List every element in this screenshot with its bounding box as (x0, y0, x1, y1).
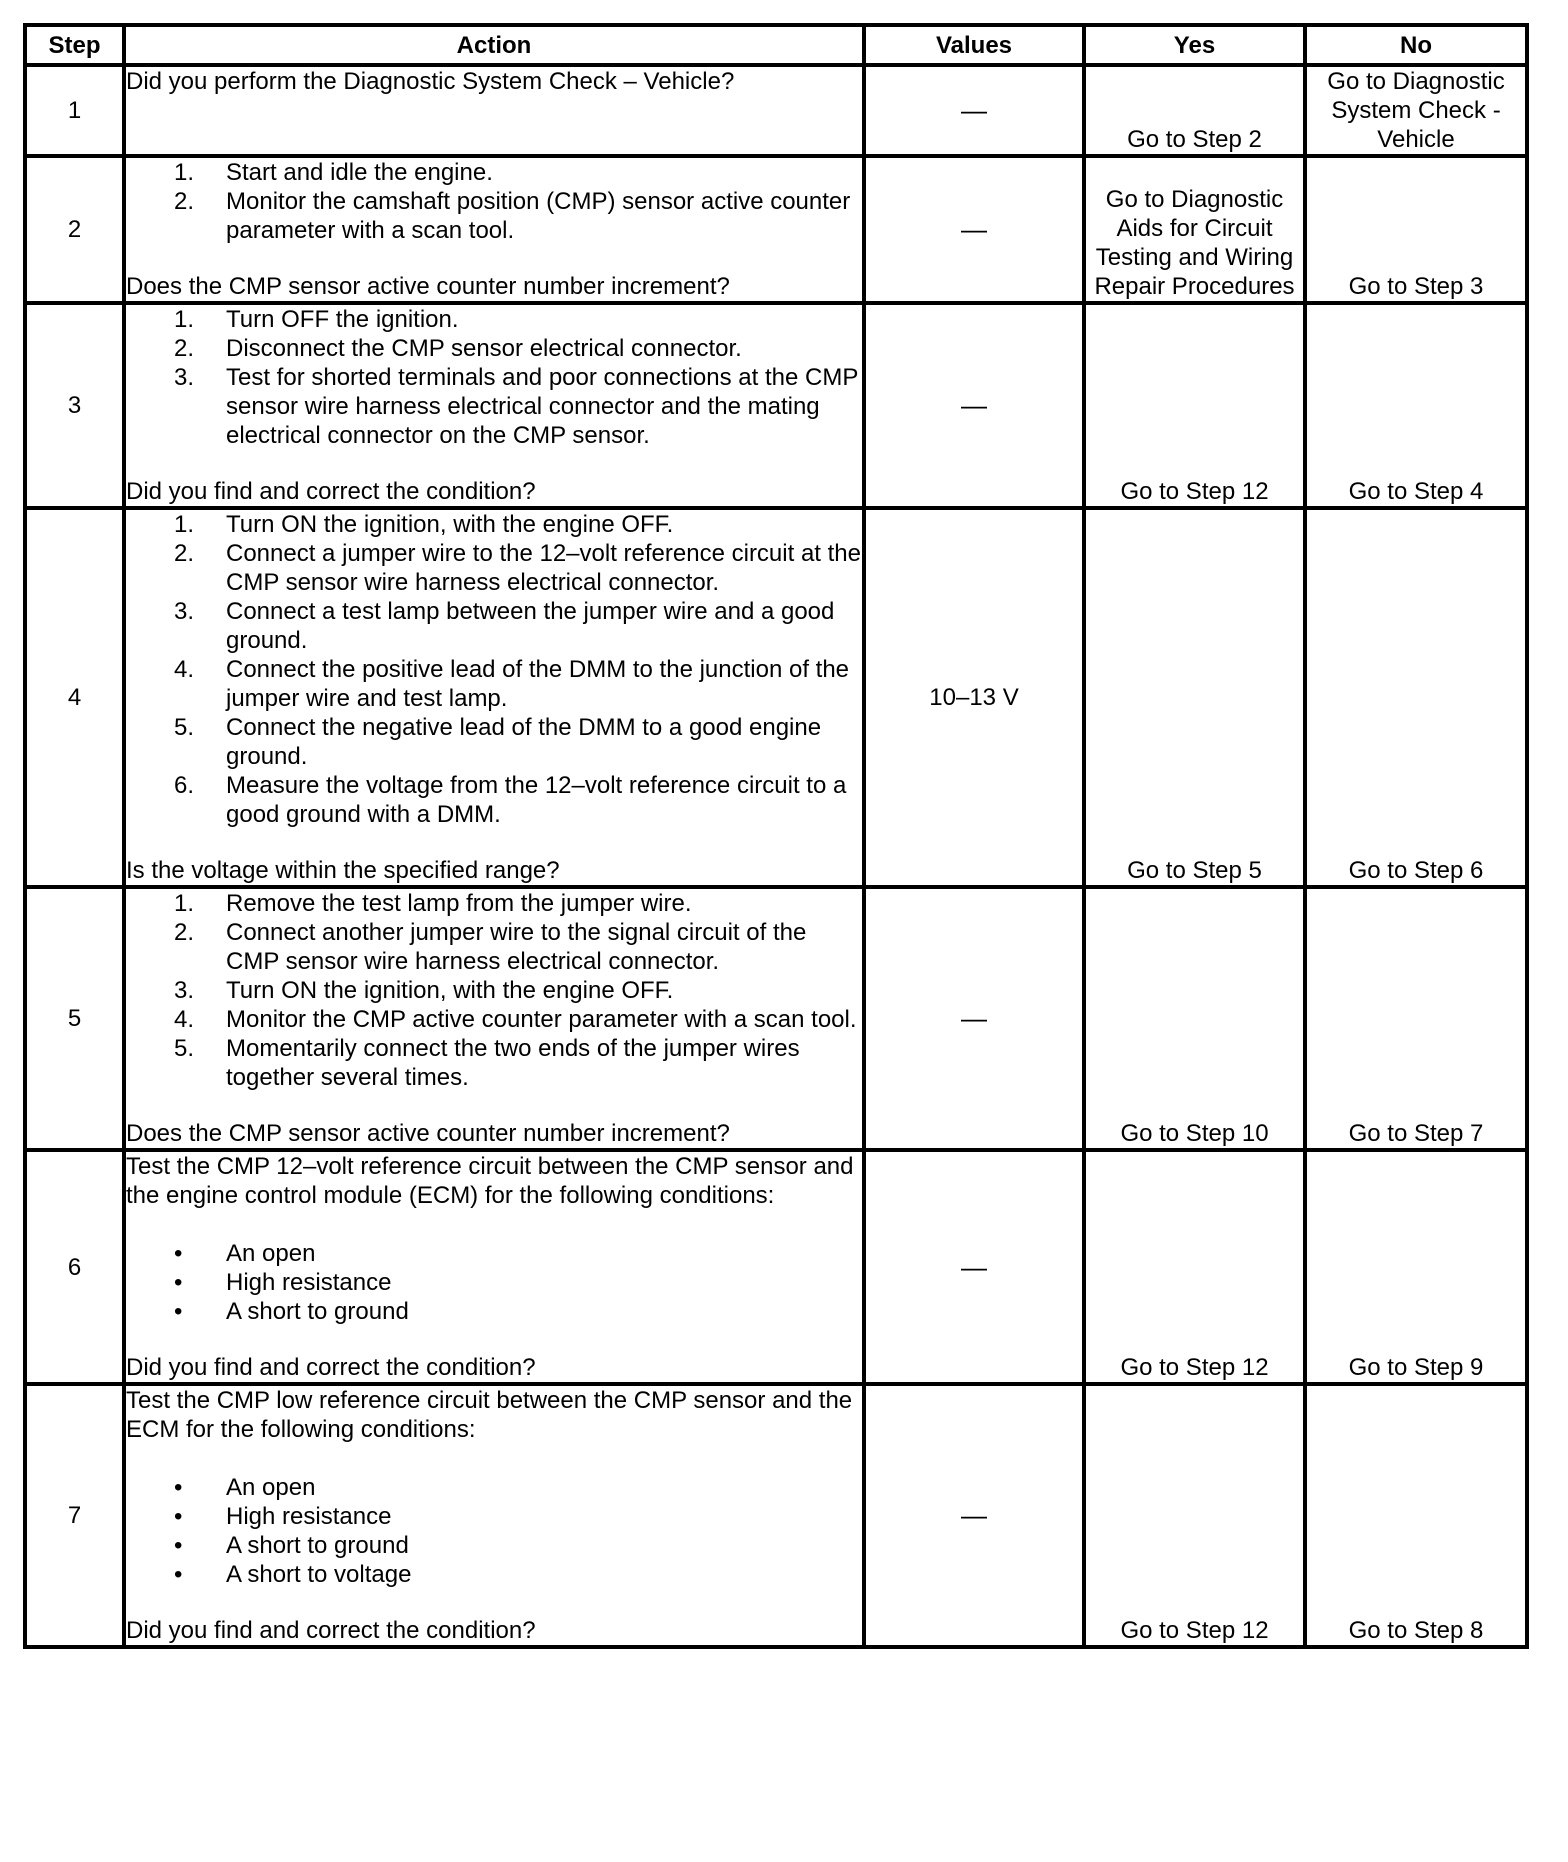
values-cell: — (864, 1150, 1084, 1384)
action-text: Test the CMP 12–volt reference circuit between the CMP sensor and the engine control module (ECM) for the following conditions: (126, 1153, 854, 1209)
list-item: 4. Monitor the CMP active counter parameter with a scan tool. (174, 1006, 857, 1033)
yes-cell: Go to Diagnostic Aids for Circuit Testing and Wiring Repair Procedures (1084, 156, 1305, 303)
table-row (25, 1384, 1527, 1647)
no-cell: Go to Step 4 (1305, 303, 1527, 508)
list-item: 1. Remove the test lamp from the jumper wire. (174, 890, 692, 917)
table-row (25, 887, 1527, 1150)
action-steps (126, 510, 862, 829)
yes-cell: Go to Step 12 (1084, 1150, 1305, 1384)
step-number: 1 (25, 65, 124, 156)
action-question: Did you find and correct the condition? (126, 478, 536, 505)
action-cell (124, 887, 864, 1150)
yes-cell: Go to Step 10 (1084, 887, 1305, 1150)
list-item: 1. Start and idle the engine. (174, 159, 493, 186)
step-number: 7 (25, 1384, 124, 1647)
step-number: 4 (25, 508, 124, 887)
header-step: Step (25, 25, 124, 65)
yes-cell: Go to Step 12 (1084, 303, 1305, 508)
list-item: • A short to ground (174, 1298, 409, 1325)
action-question: Did you find and correct the condition? (126, 1617, 536, 1644)
list-item: 2. Connect another jumper wire to the signal circuit of the CMP sensor wire harness electrical connector. (174, 919, 807, 975)
action-question: Does the CMP sensor active counter number increment? (126, 273, 730, 300)
no-cell: Go to Step 8 (1305, 1384, 1527, 1647)
list-item: 2. Disconnect the CMP sensor electrical connector. (174, 335, 742, 362)
list-item: 2. Monitor the camshaft position (CMP) sensor active counter parameter with a scan tool. (174, 188, 851, 244)
no-cell: Go to Step 7 (1305, 887, 1527, 1150)
table-row (25, 303, 1527, 508)
table-row (25, 508, 1527, 887)
list-item: 6. Measure the voltage from the 12–volt reference circuit to a good ground with a DMM. (174, 772, 847, 828)
step-number: 5 (25, 887, 124, 1150)
list-item: • A short to voltage (174, 1561, 412, 1588)
list-item: • A short to ground (174, 1532, 409, 1559)
values-cell: — (864, 1384, 1084, 1647)
yes-cell: Go to Step 2 (1084, 65, 1305, 156)
values-cell: 10–13 V (864, 508, 1084, 887)
step-number: 3 (25, 303, 124, 508)
step-number: 2 (25, 156, 124, 303)
list-item: 3. Test for shorted terminals and poor connections at the CMP sensor wire harness electrical connector and the mating electrical connector on the CMP sensor. (174, 364, 858, 449)
no-cell: Go to Step 3 (1305, 156, 1527, 303)
list-item: 5. Connect the negative lead of the DMM to a good engine ground. (174, 714, 822, 770)
header-no: No (1305, 25, 1527, 65)
action-cell (124, 65, 864, 156)
action-cell (124, 1384, 864, 1647)
values-cell: — (864, 887, 1084, 1150)
header-yes: Yes (1084, 25, 1305, 65)
values-cell: — (864, 65, 1084, 156)
yes-cell: Go to Step 5 (1084, 508, 1305, 887)
condition-list (126, 1239, 862, 1326)
table-row (25, 156, 1527, 303)
diagnostic-table (23, 23, 1529, 1649)
list-item: • An open (174, 1474, 316, 1501)
step-number: 6 (25, 1150, 124, 1384)
list-item: • High resistance (174, 1269, 392, 1296)
action-question: Is the voltage within the specified range? (126, 857, 560, 884)
header-values: Values (864, 25, 1084, 65)
action-text: Test the CMP low reference circuit between the CMP sensor and the ECM for the following conditions: (126, 1387, 853, 1443)
values-cell: — (864, 303, 1084, 508)
list-item: 3. Turn ON the ignition, with the engine OFF. (174, 977, 674, 1004)
action-question: Did you find and correct the condition? (126, 1354, 536, 1381)
action-cell (124, 1150, 864, 1384)
table-row (25, 65, 1527, 156)
no-cell: Go to Step 6 (1305, 508, 1527, 887)
action-cell (124, 156, 864, 303)
action-steps (126, 889, 862, 1092)
header-action: Action (124, 25, 864, 65)
no-cell: Go to Step 9 (1305, 1150, 1527, 1384)
condition-list (126, 1473, 862, 1589)
list-item: 3. Connect a test lamp between the jumper wire and a good ground. (174, 598, 835, 654)
table-row (25, 1150, 1527, 1384)
header-row (25, 25, 1527, 65)
action-steps (126, 158, 862, 245)
list-item: 4. Connect the positive lead of the DMM to the junction of the jumper wire and test lamp. (174, 656, 850, 712)
action-cell (124, 303, 864, 508)
list-item: 1. Turn ON the ignition, with the engine OFF. (174, 511, 674, 538)
action-cell (124, 508, 864, 887)
list-item: 1. Turn OFF the ignition. (174, 306, 459, 333)
list-item: 2. Connect a jumper wire to the 12–volt reference circuit at the CMP sensor wire harness electrical connector. (174, 540, 861, 596)
action-question: Does the CMP sensor active counter number increment? (126, 1120, 730, 1147)
action-text: Did you perform the Diagnostic System Check – Vehicle? (126, 68, 735, 95)
action-steps (126, 305, 862, 450)
list-item: • High resistance (174, 1503, 392, 1530)
list-item: 5. Momentarily connect the two ends of the jumper wires together several times. (174, 1035, 800, 1091)
list-item: • An open (174, 1240, 316, 1267)
no-cell: Go to Diagnostic System Check - Vehicle (1305, 65, 1527, 156)
values-cell: — (864, 156, 1084, 303)
yes-cell: Go to Step 12 (1084, 1384, 1305, 1647)
